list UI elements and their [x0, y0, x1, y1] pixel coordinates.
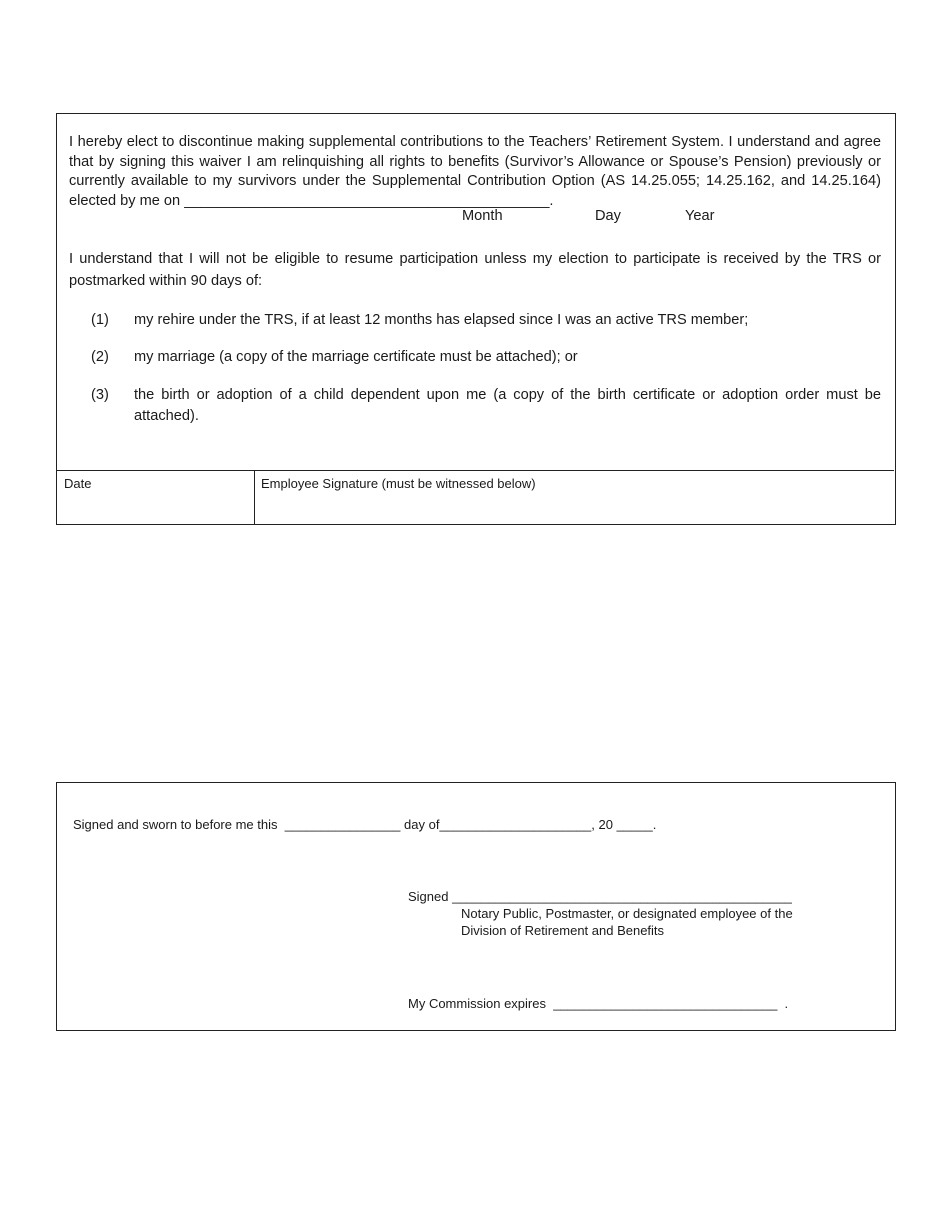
employee-signature-label: Employee Signature (must be witnessed below) — [261, 476, 536, 491]
year-label: Year — [685, 208, 715, 224]
month-label: Month — [462, 208, 503, 224]
signature-row — [57, 470, 894, 524]
waiver-statement: I hereby elect to discontinue making supplemental contributions to the Teachers’ Retirement System. I understand and agree that by signing this waiver I am relinquishing all rights to benefits (Survivor’s Allowance or Spouse’s Pension) previously or currently available to my survivors under the Supplemental Contribution Option (AS 14.25.055; 14.25.162, and 14.25.164) elected by me on _____________________________________________. — [69, 134, 881, 209]
date-field-label: Date — [64, 476, 92, 491]
waiver-section — [56, 113, 896, 525]
condition-text: my rehire under the TRS, if at least 12 months has elapsed since I was an active TRS member; — [134, 312, 749, 328]
eligibility-statement: I understand that I will not be eligible to resume participation unless my election to participate is received by the TRS or postmarked within 90 days of: — [69, 251, 881, 289]
condition-number: (3) — [91, 387, 109, 403]
sworn-statement-line: Signed and sworn to before me this ________________ day of_____________________, 20 _____. — [73, 817, 657, 832]
condition-number: (2) — [91, 349, 109, 365]
notary-division-line: Division of Retirement and Benefits — [461, 923, 665, 938]
day-label: Day — [595, 208, 621, 224]
notary-signed-line: Signed _______________________________________________ — [408, 889, 792, 904]
condition-text: the birth or adoption of a child dependent upon me (a copy of the birth certificate or adoption order must be attached). — [134, 387, 881, 424]
date-field[interactable] — [57, 471, 255, 524]
notary-title-line: Notary Public, Postmaster, or designated employee of the — [461, 906, 793, 921]
condition-text: my marriage (a copy of the marriage certificate must be attached); or — [134, 349, 578, 365]
notary-section — [56, 782, 896, 1031]
condition-number: (1) — [91, 312, 109, 328]
commission-expires-line: My Commission expires _______________________________ . — [408, 996, 789, 1011]
